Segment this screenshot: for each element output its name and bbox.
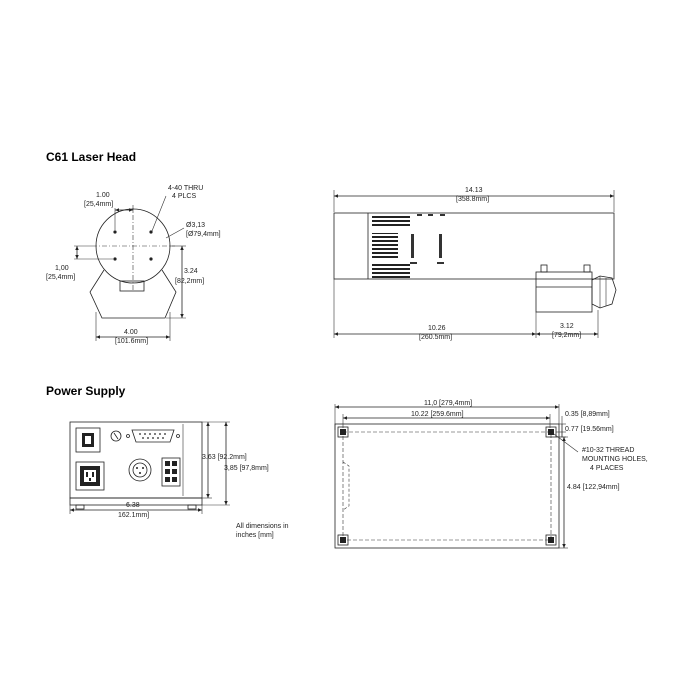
psu-length-outer-label: 11,0 [279,4mm] xyxy=(424,400,473,407)
holes-callout-line1: 4-40 THRU xyxy=(168,185,204,192)
psu-depth-label: 4.84 [122,94mm] xyxy=(567,484,620,491)
laser-head-heading: C61 Laser Head xyxy=(46,150,137,164)
power-supply-top-view xyxy=(335,400,648,548)
slot xyxy=(411,234,414,258)
side-box-length-label: 3.12 xyxy=(560,323,574,330)
psu-width-mm-label: 162.1mm] xyxy=(118,512,150,519)
psu-height-b-label: 3,85 [97,8mm] xyxy=(224,465,269,472)
thread-callout-line2: MOUNTING HOLES, xyxy=(582,456,648,463)
psu-inner-outline xyxy=(343,432,551,540)
side-length-mm-label: [358.8mm] xyxy=(456,196,490,203)
laser-head-side-view xyxy=(334,187,616,341)
front-width-top-mm-label: [25,4mm] xyxy=(84,201,114,208)
thread-callout-line3: 4 PLACES xyxy=(590,465,624,472)
mount-hole xyxy=(149,257,152,260)
front-width-bottom-label: 4.00 xyxy=(124,329,138,336)
psu-edge-offset-label: 0.35 [8,89mm] xyxy=(565,411,610,418)
db-connector xyxy=(132,430,174,442)
front-width-top-label: 1.00 xyxy=(96,192,110,199)
front-width-bottom-mm-label: [101.6mm] xyxy=(115,338,149,345)
mount-hole xyxy=(113,230,116,233)
front-offset-left-label: 1,00 xyxy=(55,265,69,272)
side-body-length-label: 10.26 xyxy=(428,325,446,332)
laser-electronics-box xyxy=(536,272,592,312)
cooling-vent xyxy=(372,233,398,259)
side-body-length-mm-label: [260.5mm] xyxy=(419,334,453,341)
thread-callout-line1: #10-32 THREAD xyxy=(582,447,635,454)
cable-connector xyxy=(592,276,616,308)
power-supply-front-view xyxy=(70,422,269,519)
front-height-label: 3.24 xyxy=(184,268,198,275)
round-connector xyxy=(129,459,151,481)
holes-callout-line2: 4 PLCS xyxy=(172,193,197,200)
dimension-note-line1: All dimensions in xyxy=(236,523,289,530)
slot xyxy=(439,234,442,258)
mount-hole-bottom-left xyxy=(338,535,348,545)
psu-length-inner-label: 10.22 [259.6mm] xyxy=(411,411,464,418)
psu-height-a-label: 3.63 [92.2mm] xyxy=(202,454,247,461)
mount-hole xyxy=(113,257,116,260)
side-length-label: 14.13 xyxy=(465,187,483,194)
front-height-mm-label: [82,2mm] xyxy=(175,278,205,285)
cooling-fins-bottom xyxy=(372,264,410,278)
cooling-fins-top xyxy=(372,214,410,228)
diameter-label: Ø3,13 xyxy=(186,222,206,229)
terminal-block xyxy=(162,458,180,486)
front-offset-left-mm-label: [25,4mm] xyxy=(46,274,76,281)
psu-width-label: 6.38 xyxy=(126,502,140,509)
diameter-mm-label: [Ø79,4mm] xyxy=(186,231,221,238)
psu-chassis-outline xyxy=(335,424,559,548)
side-box-length-mm-label: [79,2mm] xyxy=(552,332,582,339)
psu-hole-offset-label: 0.77 [19.56mm] xyxy=(565,426,614,433)
laser-head-front-view xyxy=(46,185,221,345)
dimension-note-line2: inches [mm] xyxy=(236,532,274,539)
power-supply-heading: Power Supply xyxy=(46,384,126,398)
